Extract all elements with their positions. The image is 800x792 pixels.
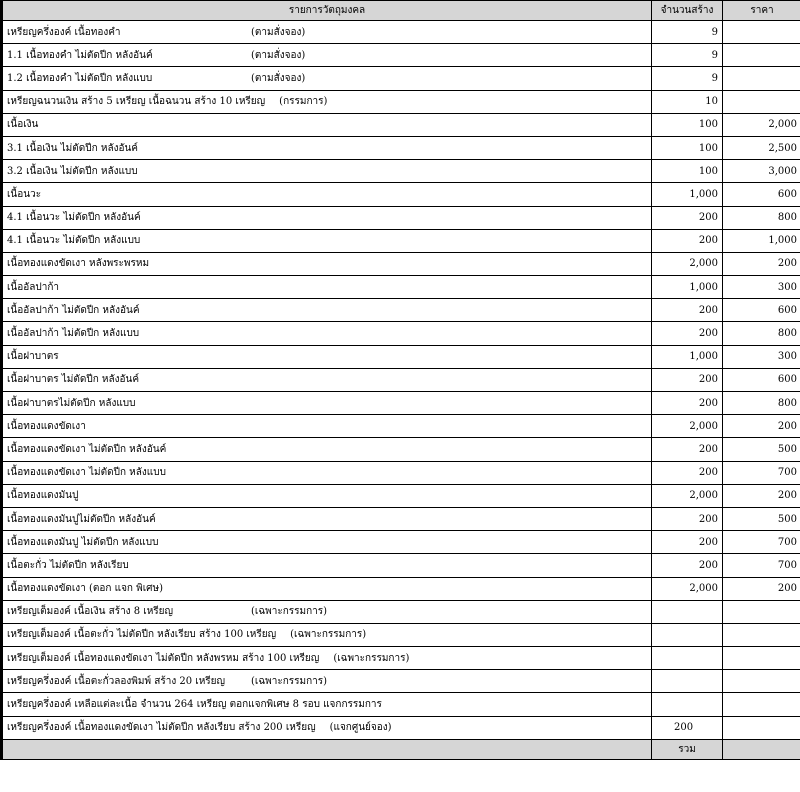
quantity-cell: 200 [652, 461, 723, 484]
price-cell: 600 [723, 183, 800, 206]
item-note: (กรรมการ) [279, 96, 328, 108]
item-name: เนื้อทองแดงขัดเงา ไม่ตัดปีก หลังอันค์ [7, 443, 167, 455]
table-row [2, 183, 800, 206]
item-note: (ตามสั่งจอง) [251, 49, 306, 61]
item-name: เหรียญครึ่งองค์ เหลือแต่ละเนื้อ จำนวน 264 เหรียญ ตอกแจกพิเศษ 8 รอบ แจกกรรมการ [7, 699, 382, 711]
item-name: เนื้อฝาบาตร [7, 351, 59, 363]
item-note: (แจกศูนย์จอง) [329, 722, 392, 734]
price-cell: 300 [723, 345, 800, 368]
quantity-cell: 200 [652, 368, 723, 391]
item-name: เหรียญเต็มองค์ เนื้อตะกั่ว ไม่ตัดปีก หลังเรียบ สร้าง 100 เหรียญ [7, 629, 277, 641]
item-cell [2, 160, 652, 183]
table-header-row [2, 1, 800, 21]
item-name: เนื้อทองแดงขัดเงา (ตอก แจก พิเศษ) [7, 583, 164, 595]
quantity-cell: 100 [652, 113, 723, 136]
item-cell [2, 531, 652, 554]
price-cell [723, 600, 800, 623]
item-name: เนื้ออัลปาก้า ไม่ตัดปีก หลังแบบ [7, 328, 140, 340]
item-cell [2, 206, 652, 229]
item-name: เนื้อทองแดงขัดเงา หลังพระพรหม [7, 258, 150, 270]
price-cell: 200 [723, 577, 800, 600]
item-name: เนื้อฝาบาตรไม่ตัดปีก หลังแบบ [7, 397, 136, 409]
quantity-cell: 2,000 [652, 252, 723, 275]
table-row [2, 368, 800, 391]
item-cell [2, 67, 652, 90]
item-cell [2, 600, 652, 623]
price-column-header: ราคา [723, 1, 800, 21]
quantity-cell: 2,000 [652, 415, 723, 438]
table-row [2, 113, 800, 136]
item-note: (เฉพาะกรรมการ) [290, 629, 367, 641]
item-name: เนื้ออัลปาก้า ไม่ตัดปีก หลังอันค์ [7, 304, 140, 316]
item-cell [2, 716, 652, 739]
item-name: 1.1 เนื้อทองคำ ไม่ตัดปีก หลังอันค์ [7, 49, 153, 61]
price-cell: 800 [723, 392, 800, 415]
price-cell: 700 [723, 531, 800, 554]
total-value [723, 739, 800, 759]
item-name: เนื้อเงิน [7, 119, 39, 131]
item-cell [2, 276, 652, 299]
table-row [2, 206, 800, 229]
item-cell [2, 577, 652, 600]
table-row [2, 136, 800, 159]
quantity-cell: 200 [652, 554, 723, 577]
total-label: รวม [652, 739, 723, 759]
item-cell [2, 299, 652, 322]
item-name: 3.1 เนื้อเงิน ไม่ตัดปีก หลังอันค์ [7, 142, 138, 154]
quantity-cell [652, 623, 723, 646]
price-cell [723, 90, 800, 113]
item-cell [2, 415, 652, 438]
table-row [2, 252, 800, 275]
table-row [2, 67, 800, 90]
price-cell: 800 [723, 322, 800, 345]
price-cell: 3,000 [723, 160, 800, 183]
price-cell [723, 623, 800, 646]
price-cell [723, 716, 800, 739]
price-cell: 600 [723, 299, 800, 322]
price-cell: 2,500 [723, 136, 800, 159]
quantity-cell: 2,000 [652, 577, 723, 600]
price-cell [723, 647, 800, 670]
table-row [2, 647, 800, 670]
item-cell [2, 252, 652, 275]
quantity-cell: 10 [652, 90, 723, 113]
quantity-cell: 200 [652, 206, 723, 229]
quantity-cell: 200 [652, 716, 723, 739]
item-cell [2, 90, 652, 113]
item-name: เนื้อทองแดงมันปู ไม่ตัดปีก หลังแบบ [7, 536, 159, 548]
quantity-cell: 9 [652, 21, 723, 44]
item-cell [2, 322, 652, 345]
table-row [2, 322, 800, 345]
item-name: 3.2 เนื้อเงิน ไม่ตัดปีก หลังแบบ [7, 165, 138, 177]
table-row [2, 577, 800, 600]
price-cell [723, 693, 800, 716]
item-cell [2, 670, 652, 693]
item-cell [2, 229, 652, 252]
item-note: (เฉพาะกรรมการ) [251, 675, 328, 687]
table-row [2, 716, 800, 739]
price-cell: 200 [723, 252, 800, 275]
quantity-cell: 100 [652, 160, 723, 183]
item-cell [2, 113, 652, 136]
price-cell: 1,000 [723, 229, 800, 252]
quantity-cell: 200 [652, 392, 723, 415]
item-note: (ตามสั่งจอง) [251, 72, 306, 84]
quantity-cell: 1,000 [652, 276, 723, 299]
item-cell [2, 623, 652, 646]
quantity-cell: 200 [652, 507, 723, 530]
item-name: เนื้อนวะ [7, 188, 42, 200]
item-name: เหรียญเต็มองค์ เนื้อเงิน สร้าง 8 เหรียญ [7, 606, 174, 618]
price-cell [723, 21, 800, 44]
price-cell [723, 67, 800, 90]
item-cell [2, 693, 652, 716]
quantity-cell: 9 [652, 44, 723, 67]
item-cell [2, 183, 652, 206]
price-cell: 200 [723, 415, 800, 438]
quantity-cell: 2,000 [652, 484, 723, 507]
table-row [2, 531, 800, 554]
item-cell [2, 392, 652, 415]
total-spacer [2, 739, 652, 759]
item-note: (เฉพาะกรรมการ) [251, 606, 328, 618]
quantity-cell: 200 [652, 531, 723, 554]
item-name: เนื้อทองแดงมันปู [7, 490, 79, 502]
table-row [2, 670, 800, 693]
price-cell: 600 [723, 368, 800, 391]
price-cell [723, 670, 800, 693]
price-cell: 800 [723, 206, 800, 229]
quantity-cell: 9 [652, 67, 723, 90]
item-name: เหรียญครึ่งองค์ เนื้อทองคำ [7, 26, 121, 38]
price-cell: 700 [723, 554, 800, 577]
item-cell [2, 136, 652, 159]
quantity-cell [652, 693, 723, 716]
price-cell: 700 [723, 461, 800, 484]
item-cell [2, 554, 652, 577]
table-row [2, 90, 800, 113]
table-row [2, 44, 800, 67]
table-row [2, 21, 800, 44]
item-name: เนื้อทองแดงมันปูไม่ตัดปีก หลังอันค์ [7, 513, 156, 525]
total-row [2, 739, 800, 759]
table-row [2, 507, 800, 530]
item-name: 4.1 เนื้อนวะ ไม่ตัดปีก หลังอันค์ [7, 212, 141, 224]
item-name: เนื้อฝาบาตร ไม่ตัดปีก หลังอันค์ [7, 374, 140, 386]
item-cell [2, 507, 652, 530]
item-name: 1.2 เนื้อทองคำ ไม่ตัดปีก หลังแบบ [7, 72, 153, 84]
table-row [2, 415, 800, 438]
price-cell: 500 [723, 438, 800, 461]
item-name: เนื้อทองแดงขัดเงา ไม่ตัดปีก หลังแบบ [7, 467, 166, 479]
quantity-column-header: จำนวนสร้าง [652, 1, 723, 21]
item-name: เหรียญครึ่งองค์ เนื้อตะกั่วลองพิมพ์ สร้าง 20 เหรียญ [7, 675, 226, 687]
table-row [2, 461, 800, 484]
table-row [2, 160, 800, 183]
table-row [2, 299, 800, 322]
price-cell: 300 [723, 276, 800, 299]
item-cell [2, 44, 652, 67]
table-row [2, 484, 800, 507]
item-name: เหรียญฉนวนเงิน สร้าง 5 เหรียญ เนื้อฉนวน สร้าง 10 เหรียญ [7, 96, 266, 108]
item-cell [2, 21, 652, 44]
item-column-header: รายการวัตถุมงคล [2, 1, 652, 21]
item-cell [2, 461, 652, 484]
item-cell [2, 647, 652, 670]
price-cell: 200 [723, 484, 800, 507]
quantity-cell [652, 670, 723, 693]
quantity-cell [652, 600, 723, 623]
table-row [2, 276, 800, 299]
item-cell [2, 368, 652, 391]
item-name: 4.1 เนื้อนวะ ไม่ตัดปีก หลังแบบ [7, 235, 141, 247]
item-cell [2, 438, 652, 461]
table-row [2, 600, 800, 623]
table-row [2, 345, 800, 368]
table-row [2, 229, 800, 252]
table-row [2, 392, 800, 415]
item-name: เนื้อทองแดงขัดเงา [7, 420, 86, 432]
table-row [2, 623, 800, 646]
price-cell: 500 [723, 507, 800, 530]
item-name: เนื้อตะกั่ว ไม่ตัดปีก หลังเรียบ [7, 559, 129, 571]
quantity-cell: 200 [652, 229, 723, 252]
quantity-cell: 200 [652, 438, 723, 461]
quantity-cell: 200 [652, 299, 723, 322]
quantity-cell: 100 [652, 136, 723, 159]
item-name: เหรียญครึ่งองค์ เนื้อทองแดงขัดเงา ไม่ตัดปีก หลังเรียบ สร้าง 200 เหรียญ [7, 722, 316, 734]
item-name: เหรียญเต็มองค์ เนื้อทองแดงขัดเงา ไม่ตัดปีก หลังพรหม สร้าง 100 เหรียญ [7, 652, 320, 664]
quantity-cell: 1,000 [652, 345, 723, 368]
price-cell [723, 44, 800, 67]
item-name: เนื้ออัลปาก้า [7, 281, 60, 293]
item-cell [2, 484, 652, 507]
quantity-cell: 200 [652, 322, 723, 345]
quantity-cell: 1,000 [652, 183, 723, 206]
price-cell: 2,000 [723, 113, 800, 136]
item-note: (ตามสั่งจอง) [251, 26, 306, 38]
quantity-cell [652, 647, 723, 670]
item-note: (เฉพาะกรรมการ) [333, 652, 410, 664]
table-row [2, 554, 800, 577]
table-row [2, 693, 800, 716]
table-row [2, 438, 800, 461]
item-cell [2, 345, 652, 368]
